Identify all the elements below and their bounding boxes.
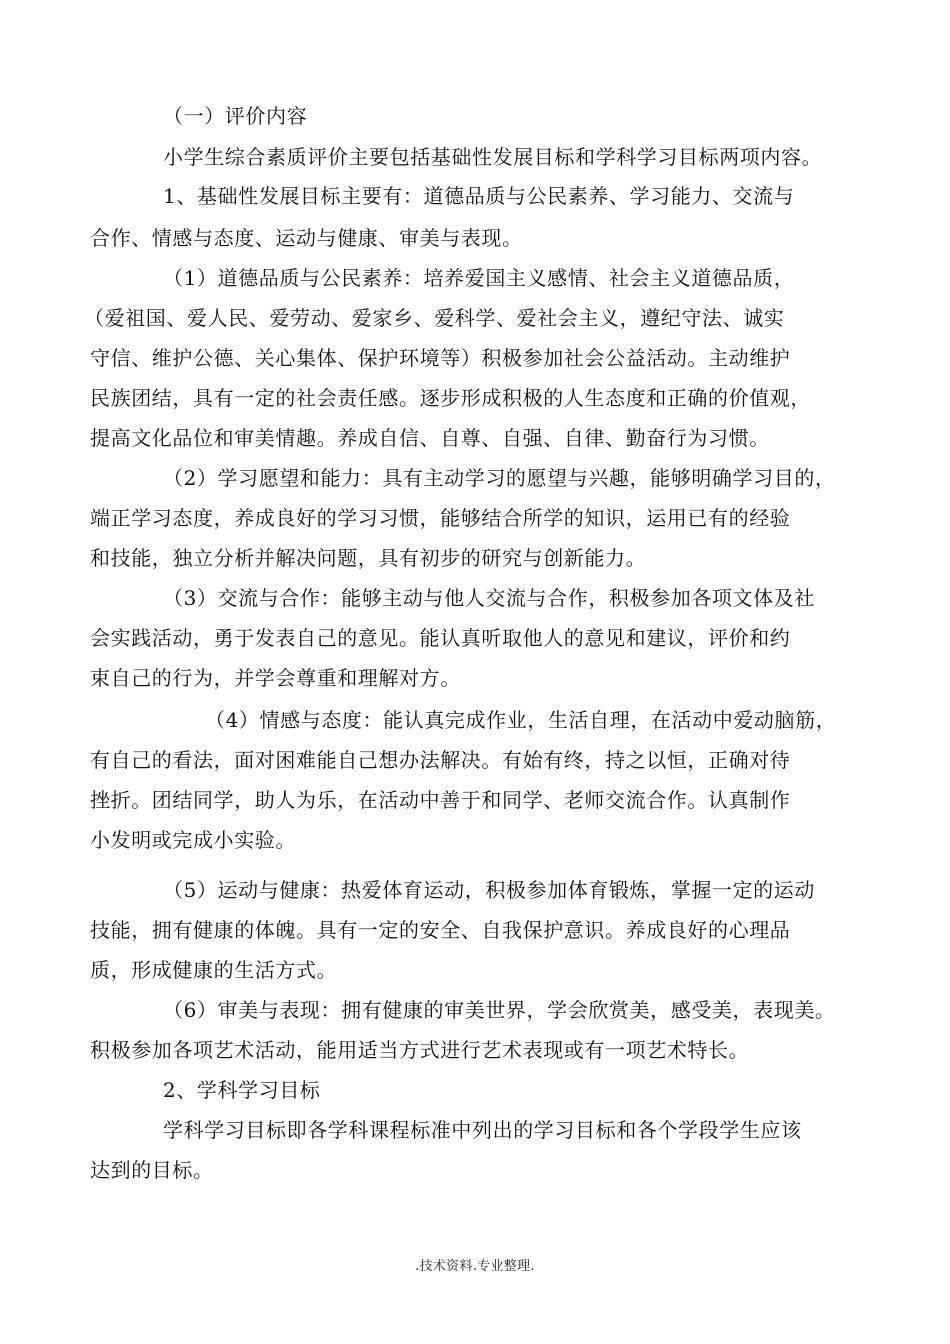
paragraph-line: （爱祖国、爱人民、爱劳动、爱家乡、爱科学、爱社会主义，遵纪守法、诚实	[84, 306, 785, 330]
paragraph-line: （1）道德品质与公民素养：培养爱国主义感情、社会主义道德品质，	[163, 266, 795, 290]
subsection-heading: 2、学科学习目标	[163, 1078, 321, 1102]
paragraph-line: 小学生综合素质评价主要包括基础性发展目标和学科学习目标两项内容。	[163, 145, 823, 169]
paragraph-line: 技能，拥有健康的体魄。具有一定的安全、自我保护意识。养成良好的心理品	[90, 918, 791, 942]
paragraph-line: （2）学习愿望和能力：具有主动学习的愿望与兴趣，能够明确学习目的，	[163, 466, 836, 490]
paragraph-line: 会实践活动，勇于发表自己的意见。能认真听取他人的意见和建议，评价和约	[90, 626, 791, 650]
paragraph-line: 民族团结，具有一定的社会责任感。逐步形成积极的人生态度和正确的价值观，	[90, 386, 811, 410]
section-heading: （一）评价内容	[163, 104, 308, 128]
paragraph-line: 质，形成健康的生活方式。	[90, 958, 338, 982]
paragraph-line: （5）运动与健康：热爱体育运动，积极参加体育锻炼，掌握一定的运动	[163, 878, 815, 902]
paragraph-line: 端正学习态度，养成良好的学习习惯，能够结合所学的知识，运用已有的经验	[90, 506, 791, 530]
paragraph-line: 1、基础性发展目标主要有：道德品质与公民素养、学习能力、交流与	[163, 184, 795, 208]
paragraph-line: 有自己的看法，面对困难能自己想办法解决。有始有终，持之以恒，正确对待	[90, 748, 791, 772]
paragraph-line: （3）交流与合作：能够主动与他人交流与合作，积极参加各项文体及社	[163, 586, 815, 610]
paragraph-line: 小发明或完成小实验。	[90, 828, 296, 852]
paragraph-line: 学科学习目标即各学科课程标准中列出的学习目标和各个学段学生应该	[163, 1118, 802, 1142]
paragraph-line: 达到的目标。	[90, 1158, 214, 1182]
page-footer: .技术资料.专业整理.	[415, 1259, 535, 1274]
paragraph-line: 守信、维护公德、关心集体、保护环境等）积极参加社会公益活动。主动维护	[90, 346, 791, 370]
paragraph-line: （4）情感与态度：能认真完成作业，生活自理，在活动中爱动脑筋，	[205, 708, 837, 732]
paragraph-line: 束自己的行为，并学会尊重和理解对方。	[90, 666, 461, 690]
paragraph-line: （6）审美与表现：拥有健康的审美世界，学会欣赏美，感受美，表现美。	[163, 998, 836, 1022]
paragraph-line: 合作、情感与态度、运动与健康、审美与表现。	[90, 226, 523, 250]
paragraph-line: 积极参加各项艺术活动，能用适当方式进行艺术表现或有一项艺术特长。	[90, 1038, 750, 1062]
paragraph-line: 挫折。团结同学，助人为乐，在活动中善于和同学、老师交流合作。认真制作	[90, 788, 791, 812]
paragraph-line: 提高文化品位和审美情趣。养成自信、自尊、自强、自律、勤奋行为习惯。	[90, 426, 770, 450]
paragraph-line: 和技能，独立分析并解决问题，具有初步的研究与创新能力。	[90, 546, 647, 570]
